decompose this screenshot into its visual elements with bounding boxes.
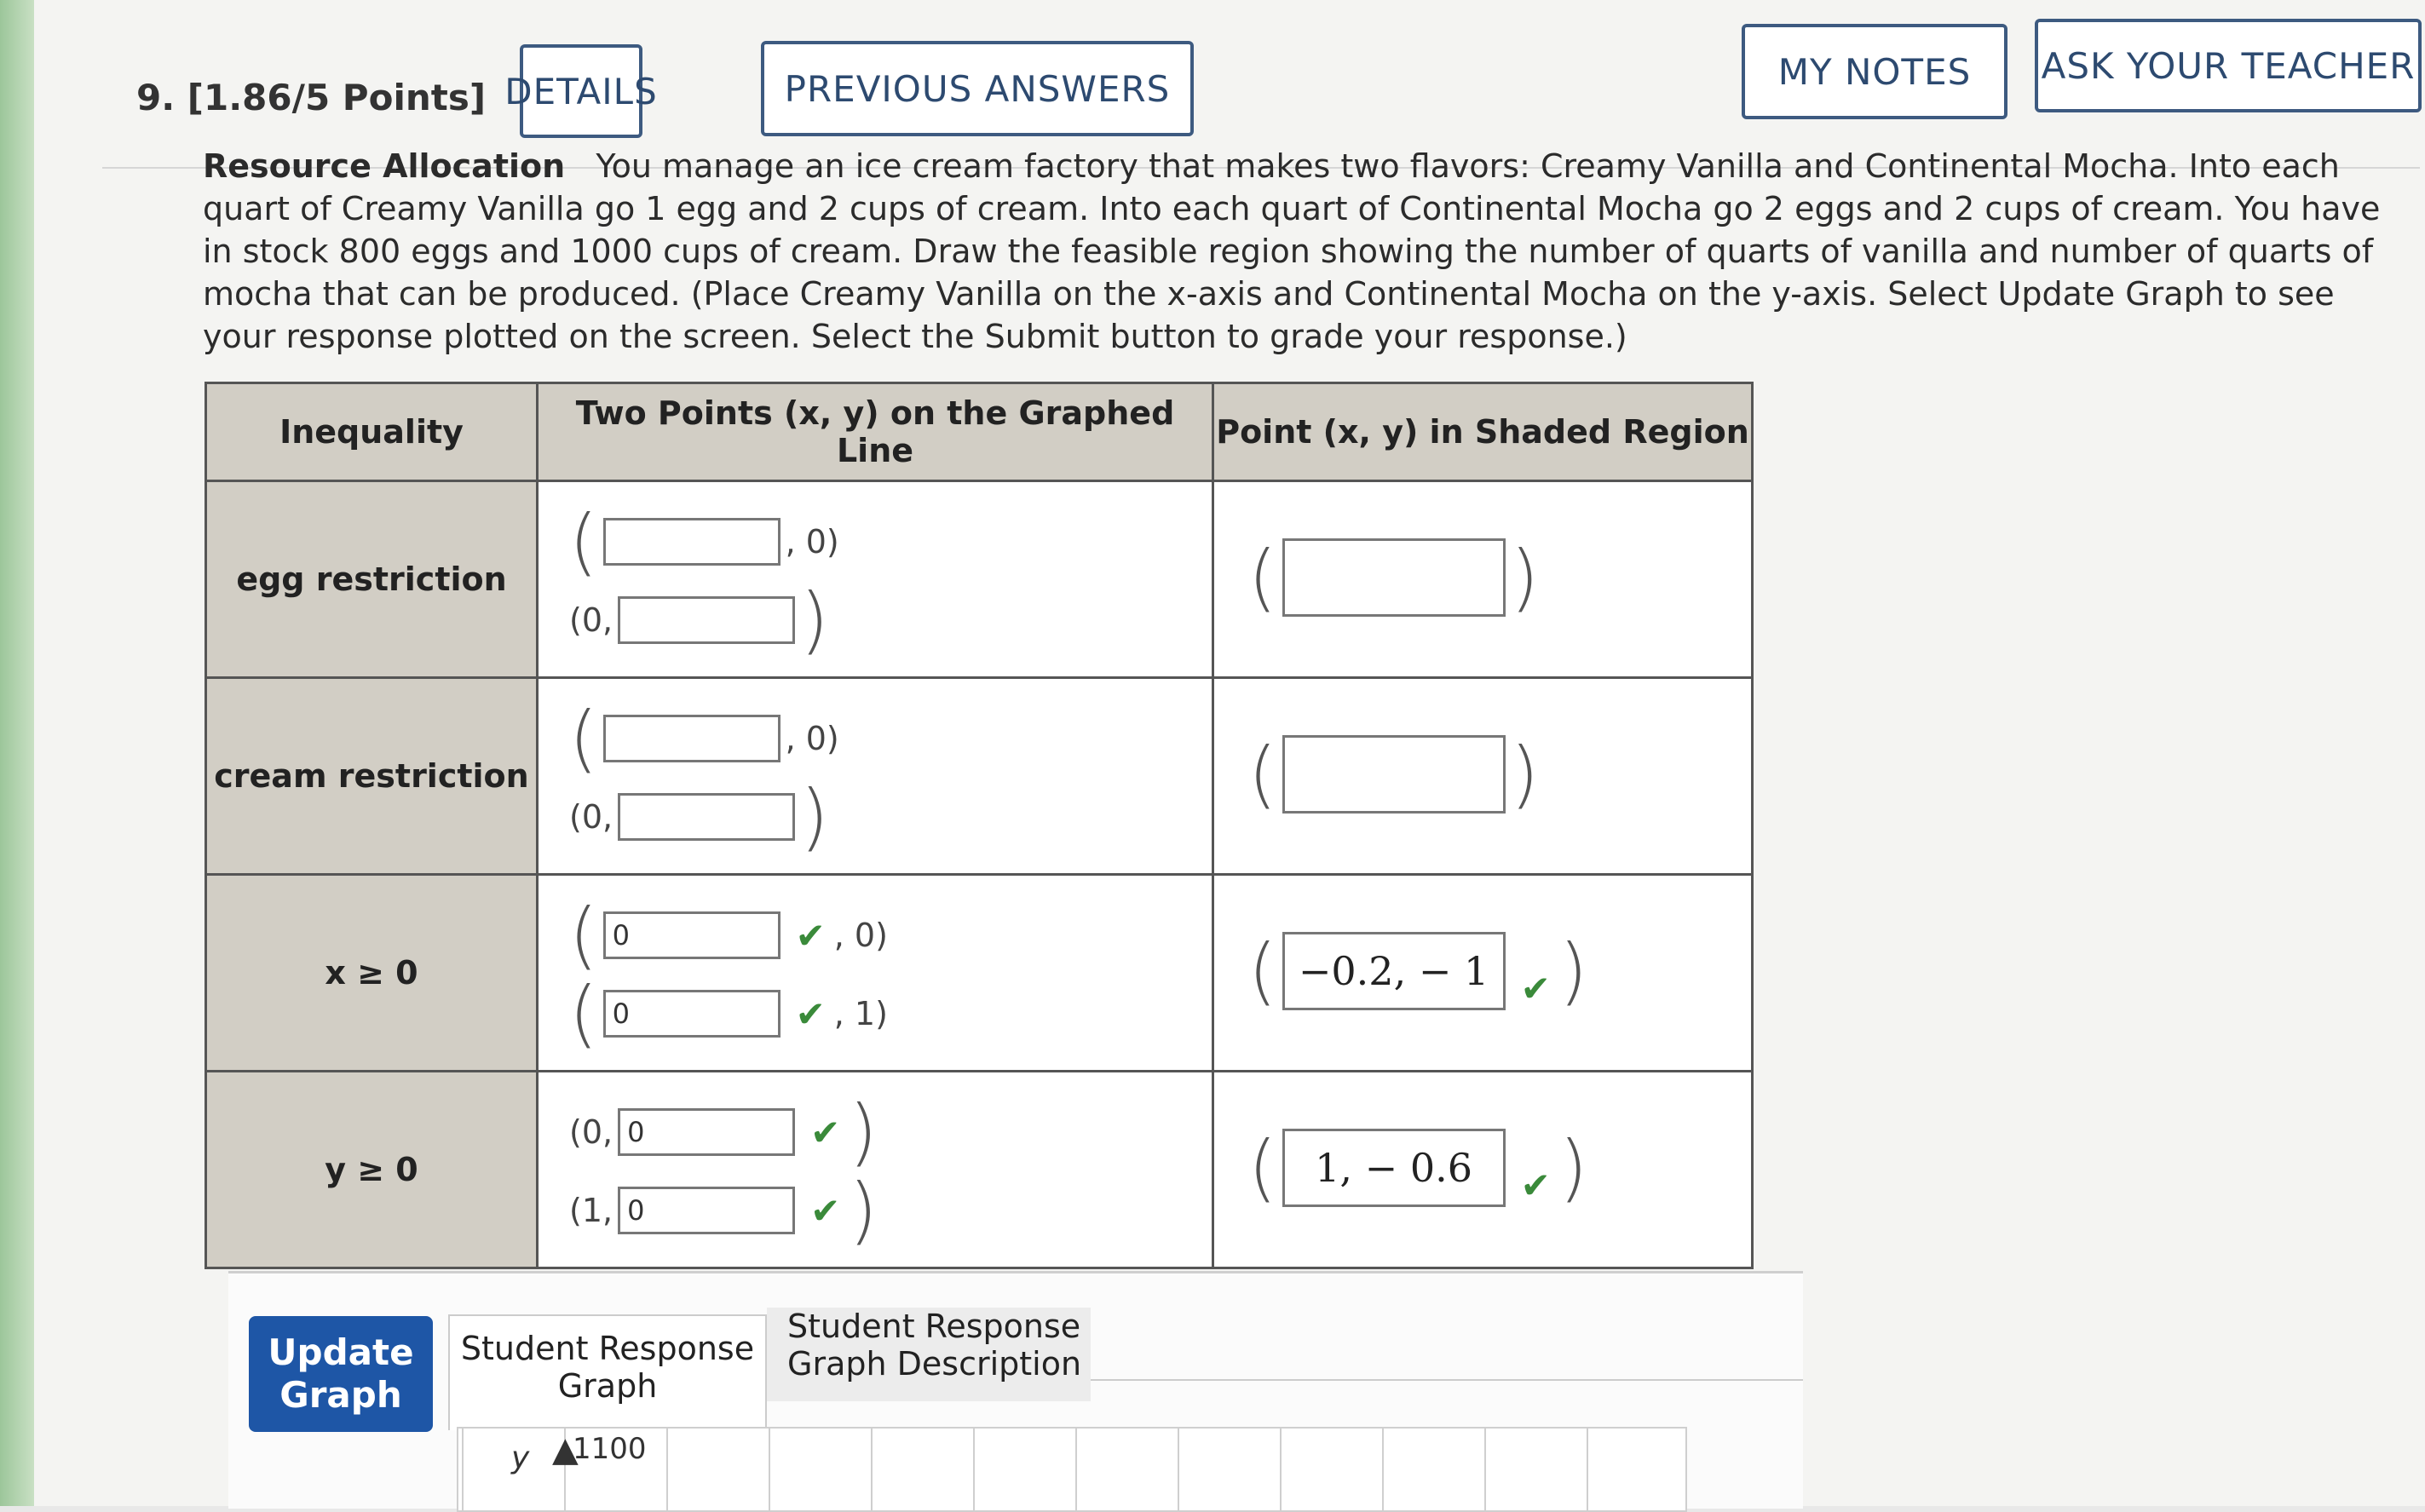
close-paren: ): [1558, 1125, 1588, 1210]
points-label: 9. [1.86/5 Points]: [136, 77, 487, 118]
point-prefix: (0,: [569, 798, 613, 836]
region-point-x-nonneg: [1213, 875, 1753, 1072]
question-title: Resource Allocation: [203, 147, 566, 185]
close-paren: ): [1558, 928, 1588, 1014]
x-nonneg-point2-input[interactable]: 0: [603, 990, 780, 1038]
egg-y-intercept-input[interactable]: [618, 596, 795, 644]
tab-student-response-graph[interactable]: Student Response Graph: [448, 1314, 767, 1430]
row-label-x-nonneg: x ≥ 0: [206, 875, 538, 1072]
my-notes-button[interactable]: MY NOTES: [1742, 24, 2007, 119]
check-icon: ✔: [1520, 967, 1551, 1009]
line-points-cream: [538, 678, 1213, 875]
point-suffix: , 0): [833, 917, 888, 954]
ask-teacher-button[interactable]: ASK YOUR TEACHER: [2035, 19, 2422, 112]
header-inequality: Inequality: [206, 383, 538, 481]
y-axis-arrow-icon: ▲: [552, 1430, 579, 1469]
open-paren: (: [1248, 928, 1277, 1014]
open-paren: (: [1248, 1125, 1277, 1210]
table-row-egg: [206, 481, 1753, 678]
inequality-table: [204, 382, 1754, 1269]
point-prefix: (0,: [569, 1113, 613, 1151]
close-paren: ): [1510, 732, 1540, 817]
line-points-y-nonneg: [538, 1072, 1213, 1268]
graph-panel: [228, 1271, 1803, 1509]
check-icon: ✔: [1520, 1164, 1551, 1206]
line-points-egg: [538, 481, 1213, 678]
cream-y-intercept-input[interactable]: [618, 793, 795, 841]
check-icon: ✔: [810, 1189, 841, 1232]
egg-x-intercept-input[interactable]: [603, 518, 780, 566]
egg-region-input[interactable]: [1282, 538, 1506, 617]
question-body: You manage an ice cream factory that makes two flavors: Creamy Vanilla and Continental Mocha. Into each quart of Creamy Vanilla go 1 egg and 2 cups of cream. Into each quart of Continental Mocha go 2 eggs and 2 cups of cream. You have in stock 800 eggs and 1000 cups of cream. Draw the feasible region showing the number of quarts of vanilla and number of quarts of mocha that can be produced. (Place Creamy Vanilla on the x-axis and Continental Mocha on the y-axis. Select Update Graph to see your response plotted on the screen. Select the Submit button to grade your response.): [203, 147, 2381, 355]
check-icon: ✔: [795, 992, 826, 1035]
paren: (: [569, 499, 598, 584]
paren: (: [569, 971, 598, 1056]
details-button[interactable]: DETAILS: [520, 44, 642, 138]
y-axis-label: y: [511, 1440, 530, 1475]
point-suffix: , 0): [785, 523, 839, 561]
point-suffix: , 0): [785, 720, 839, 757]
row-label-egg: egg restriction: [206, 481, 538, 678]
cream-x-intercept-input[interactable]: [603, 715, 780, 762]
point-prefix: (1,: [569, 1192, 613, 1229]
check-icon: ✔: [795, 914, 826, 957]
tab-divider: [1091, 1379, 1803, 1381]
open-paren: (: [1248, 732, 1277, 817]
point-prefix: (0,: [569, 601, 613, 639]
row-label-y-nonneg: y ≥ 0: [206, 1072, 538, 1268]
paren: ): [800, 774, 829, 859]
header-shaded-point: Point (x, y) in Shaded Region: [1213, 383, 1753, 481]
line-points-x-nonneg: [538, 875, 1213, 1072]
y-axis-top-tick: 1100: [573, 1432, 647, 1466]
table-row-y-nonneg: [206, 1072, 1753, 1268]
tab-graph-description[interactable]: Student Response Graph Description: [767, 1308, 1091, 1401]
x-nonneg-region-input[interactable]: −0.2, − 1: [1282, 932, 1506, 1010]
open-paren: (: [1248, 535, 1277, 620]
region-point-egg: [1213, 481, 1753, 678]
region-point-cream: [1213, 678, 1753, 875]
paren: ): [849, 1089, 878, 1175]
background-edge: [0, 0, 34, 1506]
x-nonneg-point1-input[interactable]: 0: [603, 911, 780, 959]
table-row-x-nonneg: [206, 875, 1753, 1072]
cream-region-input[interactable]: [1282, 735, 1506, 813]
close-paren: ): [1510, 535, 1540, 620]
paren: ): [800, 578, 829, 663]
y-nonneg-point1-input[interactable]: 0: [618, 1108, 795, 1156]
check-icon: ✔: [810, 1111, 841, 1153]
point-suffix: , 1): [833, 995, 888, 1032]
header-two-points: Two Points (x, y) on the Graphed Line: [538, 383, 1213, 481]
paren: (: [569, 696, 598, 781]
y-nonneg-point2-input[interactable]: 0: [618, 1187, 795, 1234]
question-text: [203, 145, 2384, 358]
previous-answers-button[interactable]: PREVIOUS ANSWERS: [761, 41, 1194, 136]
table-row-cream: [206, 678, 1753, 875]
row-label-cream: cream restriction: [206, 678, 538, 875]
update-graph-button[interactable]: Update Graph: [249, 1316, 433, 1432]
paren: (: [569, 893, 598, 978]
region-point-y-nonneg: [1213, 1072, 1753, 1268]
table-header-row: [206, 383, 1753, 481]
y-nonneg-region-input[interactable]: 1, − 0.6: [1282, 1129, 1506, 1207]
paren: ): [849, 1168, 878, 1253]
